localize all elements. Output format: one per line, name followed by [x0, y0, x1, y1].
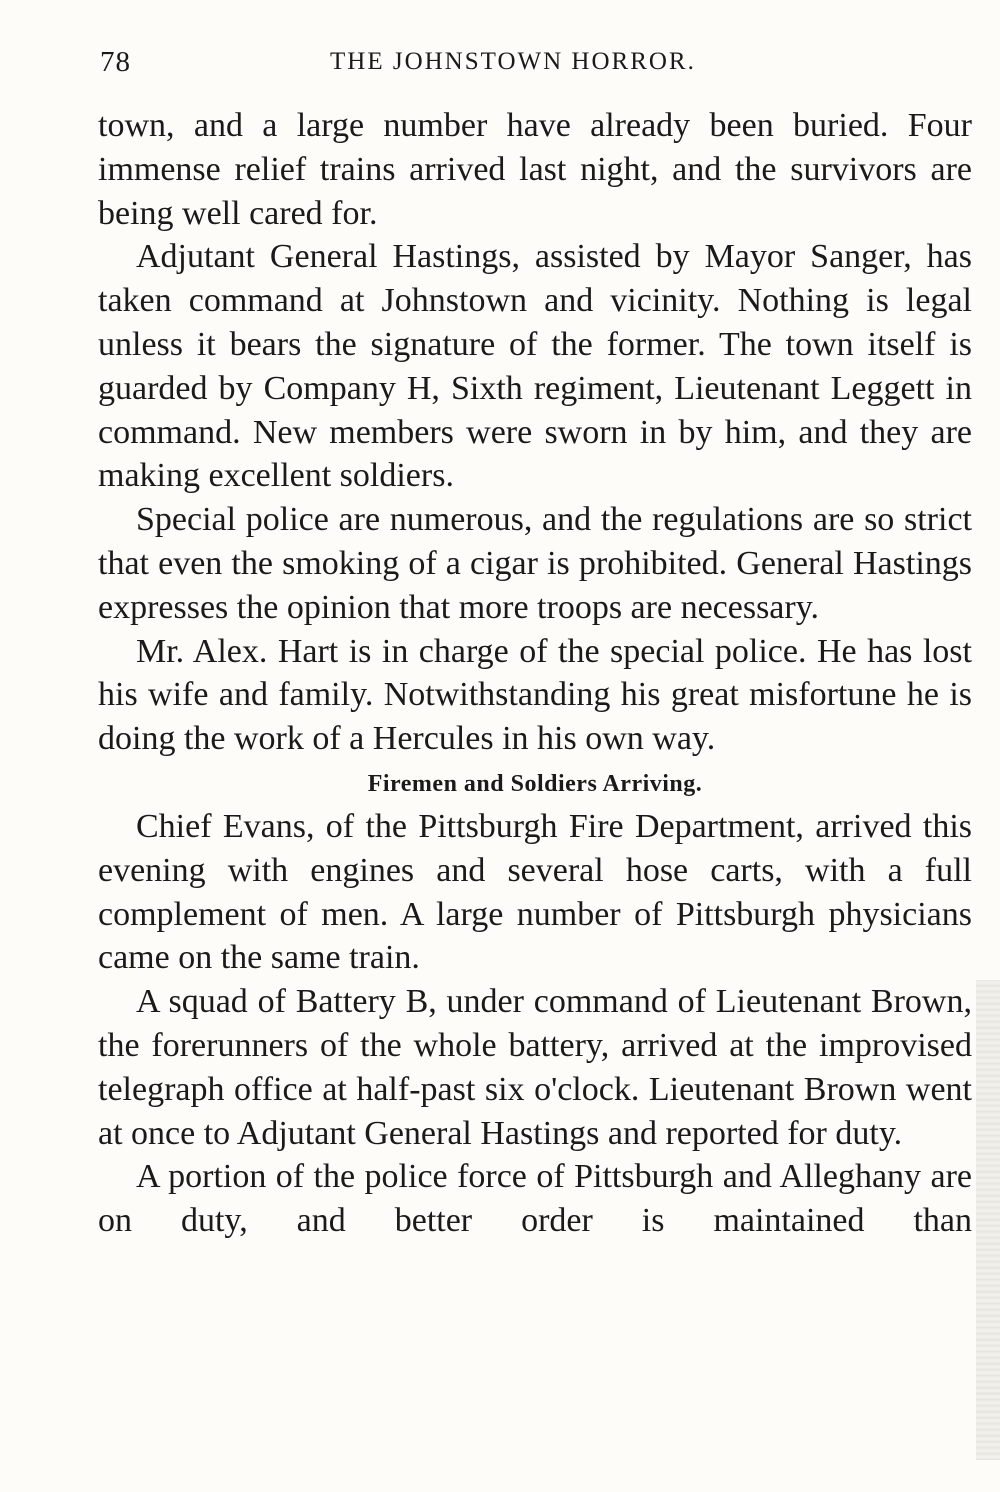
paragraph-5: Chief Evans, of the Pittsburgh Fire Department, arrived this evening with engines and several hose carts, with a full complement of men. A large number of Pittsburgh physicians came on the same train.	[98, 807, 972, 977]
paragraph-4: Mr. Alex. Hart is in charge of the special police. He has lost his wife and family. Notwithstanding his great misfortune he is doing the work of a Hercules in his own way.	[98, 632, 972, 758]
page-number: 78	[100, 46, 131, 78]
paragraph-7: A portion of the police force of Pittsburgh and Alleghany are on duty, and better order is maintained than	[98, 1158, 972, 1240]
running-head	[98, 40, 972, 90]
paragraph-1: town, and a large number have already been buried. Four immense relief trains arrived last night, and the survivors are being well cared for.	[98, 107, 972, 232]
body-text	[98, 104, 972, 1243]
running-title: THE JOHNSTOWN HORROR.	[330, 48, 696, 75]
section-subheading: Firemen and Soldiers Arriving.	[367, 770, 703, 797]
paragraph-2: Adjutant General Hastings, assisted by Mayor Sanger, has taken command at Johnstown and vicinity. Nothing is legal unless it bears the signature of the former. The town itself is guarded by Company H, Sixth regiment, Lieutenant Leggett in command. New members were sworn in by him, and they are making excellent soldiers.	[98, 238, 972, 495]
book-page	[98, 40, 972, 1243]
page-edge-stain	[976, 980, 1000, 1460]
paragraph-3: Special police are numerous, and the regulations are so strict that even the smoking of a cigar is prohibited. General Hastings expresses the opinion that more troops are necessary.	[98, 501, 972, 626]
paragraph-6: A squad of Battery B, under command of Lieutenant Brown, the forerunners of the whole battery, arrived at the improvised telegraph office at half-past six o'clock. Lieutenant Brown went at once to Adjutant General Hastings and reported for duty.	[98, 983, 972, 1152]
